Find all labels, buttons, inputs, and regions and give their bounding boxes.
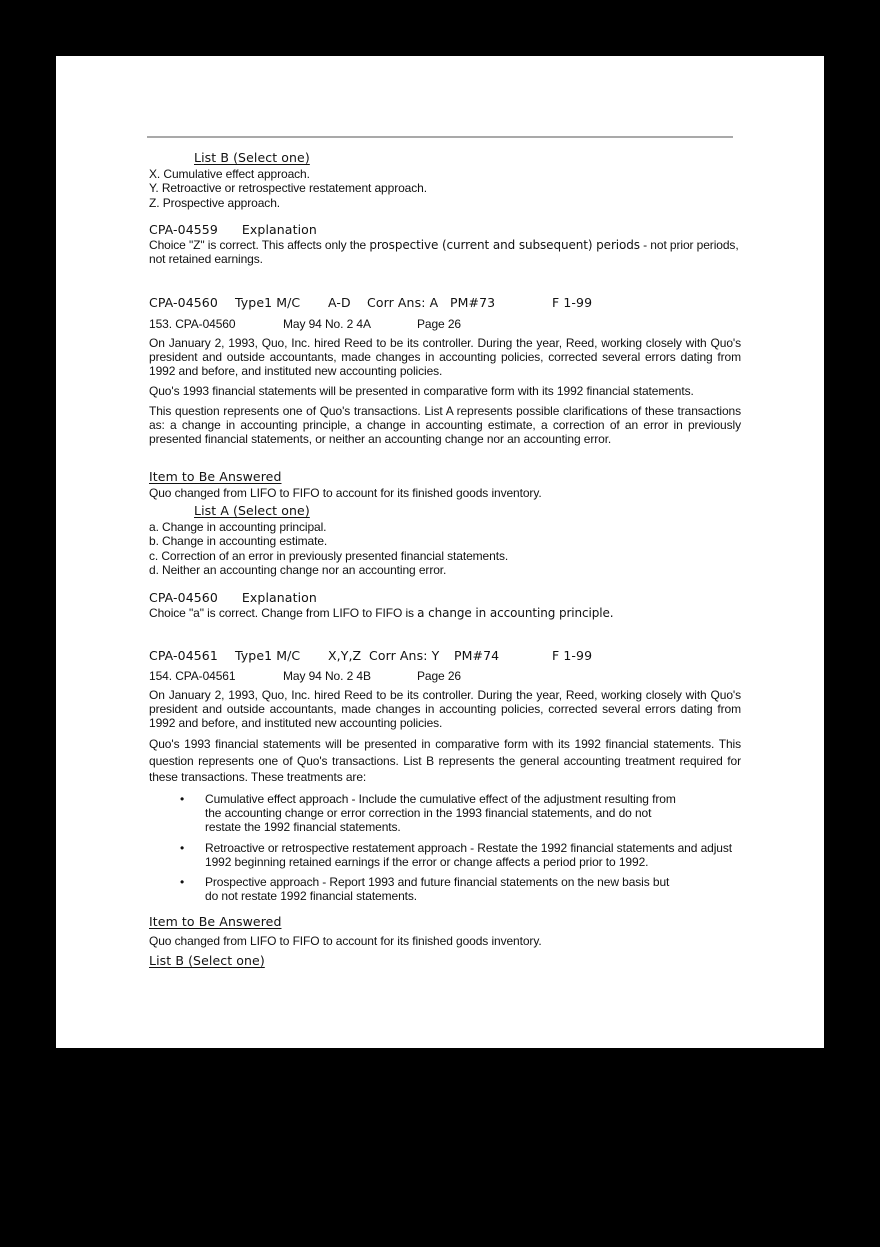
separator-line (147, 136, 733, 138)
list-b-item-z: Z. Prospective approach. (149, 196, 281, 210)
page-reference: Page 26 (417, 669, 462, 683)
answer-range: A-D (328, 295, 351, 310)
list-b-title-04561: List B (Select one) (149, 953, 265, 968)
question-paragraph-2: Quo's 1993 financial statements will be presented in comparative form with its 1992 financial statements. This question represents one of Quo's transactions. List B represents the general accounting treatment required for these transactions. These treatments are: (149, 737, 741, 784)
list-a-item-a: a. Change in accounting principal. (149, 520, 327, 534)
question-type: Type1 M/C (235, 295, 301, 310)
list-a-item-d: d. Neither an accounting change nor an accounting error. (149, 563, 447, 577)
question-type: Type1 M/C (235, 648, 301, 663)
treatment-list (180, 792, 740, 909)
question-number: 153. CPA-04560 (149, 317, 236, 331)
bullet-icon: • (180, 792, 185, 806)
page-reference: Page 26 (417, 317, 462, 331)
treatment-cumulative-effect: • Cumulative effect approach - Include the cumulative effect of the adjustment resulting from the accounting change or error correction in the 1993 financial statements, and do not restate the 1992 financial statements. (180, 792, 676, 835)
explanation-label: Explanation (241, 222, 317, 237)
explanation-heading-04559 (149, 222, 317, 237)
item-text: Quo changed from LIFO to FIFO to account for its finished goods inventory. (149, 486, 542, 500)
correct-answer: Corr Ans: A (367, 295, 439, 310)
treatment-prospective: • Prospective approach - Report 1993 and future financial statements on the new basis but do not restate 1992 financial statements. (180, 875, 670, 904)
exam-reference: May 94 No. 2 4A (283, 317, 371, 331)
question-id: CPA-04561 (149, 648, 218, 663)
explanation-text-04559: Choice "Z" is correct. This affects only the prospective (current and subsequent) periods - not prior periods, not retained earnings. (149, 238, 739, 267)
question-number: 154. CPA-04561 (149, 669, 236, 683)
list-b-title: List B (Select one) (194, 150, 310, 165)
question-paragraph-2: Quo's 1993 financial statements will be presented in comparative form with its 1992 financial statements. (149, 384, 694, 398)
list-b-item-x: X. Cumulative effect approach. (149, 167, 310, 181)
explanation-id: CPA-04560 (149, 590, 218, 605)
treatment-retroactive: • Retroactive or retrospective restatement approach - Restate the 1992 financial statements and adjust 1992 beginning retained earnings if the error or change affects a period prior to 1992. (180, 840, 732, 869)
form-code: F 1-99 (552, 648, 593, 663)
bullet-icon: • (180, 875, 185, 890)
item-text: Quo changed from LIFO to FIFO to account for its finished goods inventory. (149, 934, 542, 948)
list-a-item-b: b. Change in accounting estimate. (149, 534, 328, 548)
question-paragraph-3: This question represents one of Quo's transactions. List A represents possible clarifications of these transactions as: a change in accounting principle, a change in accounting estimate, a correction of an error in previously presented financial statements, or neither an accounting change nor an accounting error. (149, 404, 741, 447)
question-paragraph-1: On January 2, 1993, Quo, Inc. hired Reed to be its controller. During the year, Reed, working closely with Quo's president and outside accountants, made changes in accounting policies, corrected several errors dating from 1992 and before, and instituted new accounting policies. (149, 688, 741, 731)
item-to-be-answered-label: Item to Be Answered (149, 469, 282, 484)
question-paragraph-1: On January 2, 1993, Quo, Inc. hired Reed to be its controller. During the year, Reed, working closely with Quo's president and outside accountants, made changes in accounting policies, corrected several errors dating from 1992 and before, and instituted new accounting policies. (149, 336, 741, 379)
pm-number: PM#73 (450, 295, 496, 310)
list-b-item-y: Y. Retroactive or retrospective restatement approach. (149, 181, 427, 195)
list-a-item-c: c. Correction of an error in previously presented financial statements. (149, 549, 509, 563)
explanation-text-04560: Choice "a" is correct. Change from LIFO to FIFO is a change in accounting principle. (149, 606, 614, 620)
exam-reference: May 94 No. 2 4B (283, 669, 371, 683)
item-to-be-answered-label: Item to Be Answered (149, 914, 282, 929)
bullet-icon: • (180, 840, 185, 855)
pm-number: PM#74 (454, 648, 500, 663)
question-id: CPA-04560 (149, 295, 218, 310)
explanation-id: CPA-04559 (149, 222, 218, 237)
list-a-title: List A (Select one) (194, 503, 310, 518)
correct-answer: Corr Ans: Y (369, 648, 440, 663)
document-page (56, 56, 824, 1048)
explanation-label: Explanation (241, 590, 317, 605)
explanation-heading-04560 (149, 590, 317, 605)
answer-range: X,Y,Z (328, 648, 362, 663)
form-code: F 1-99 (552, 295, 593, 310)
